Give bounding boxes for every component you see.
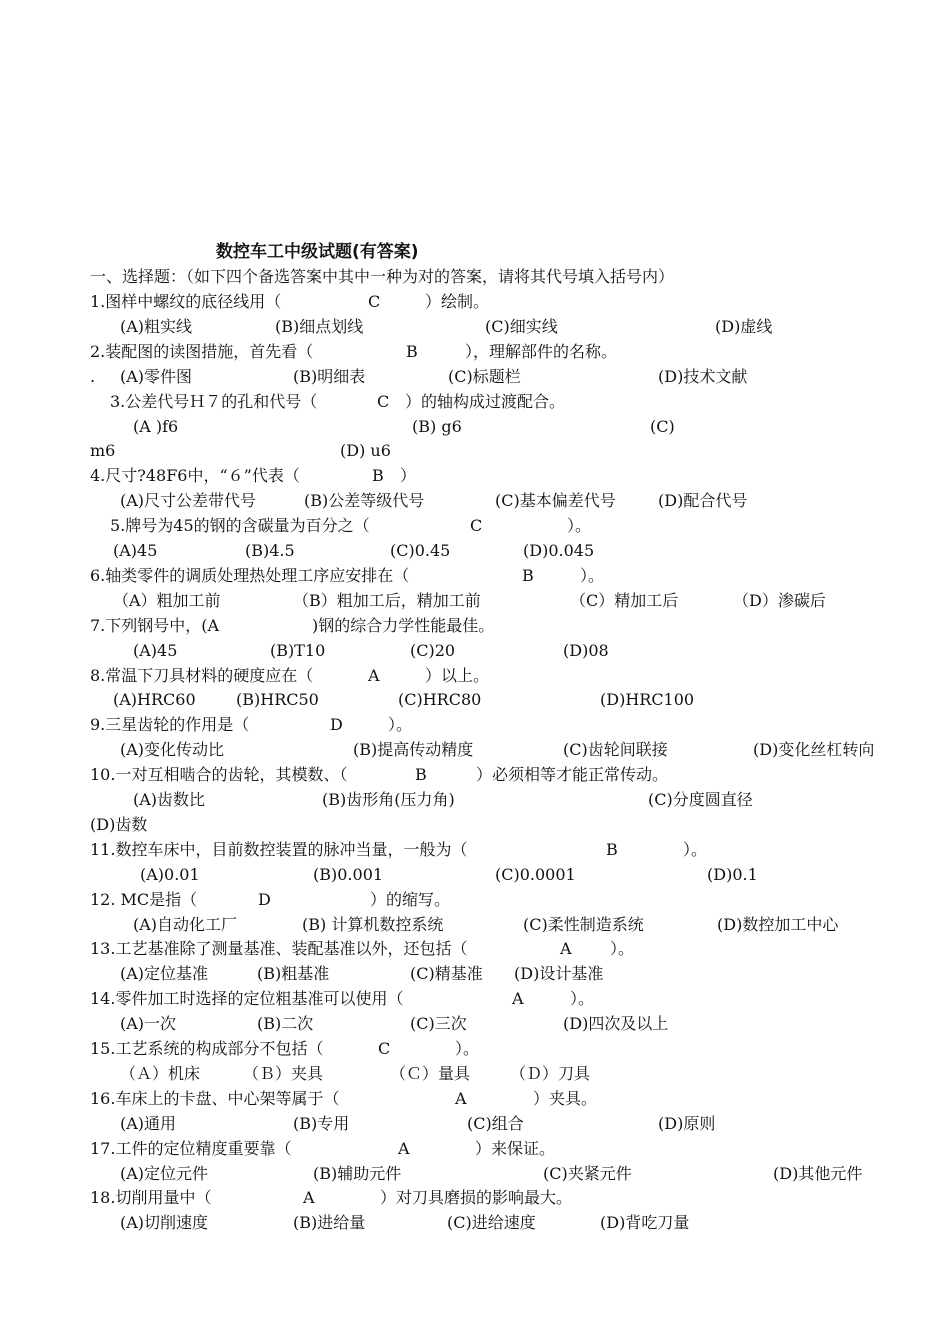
question-stem [0, 937, 950, 962]
question-text-end: ）对刀具磨损的影响最大。 [380, 1188, 573, 1208]
option: (C)进给速度 [447, 1213, 536, 1233]
question-text-end: ）的缩写。 [370, 889, 451, 909]
options-row [0, 863, 950, 888]
question-text-end: ）必须相等才能正常传动。 [476, 765, 669, 785]
question-text: 6.轴类零件的调质处理热处理工序应安排在（ [90, 565, 410, 585]
question-stem [0, 838, 950, 863]
answer-letter: D [330, 715, 343, 735]
options-row [0, 1012, 950, 1037]
answer-letter: A [560, 939, 572, 959]
option: (B)细点划线 [275, 316, 364, 336]
option: (B)齿形角(压力角) [322, 790, 455, 809]
option: (A)自动化工厂 [133, 914, 238, 934]
question-text: 11.数控车床中，目前数控装置的脉冲当量，一般为（ [90, 839, 468, 859]
option: (B)二次 [257, 1014, 314, 1034]
answer-letter: B [415, 765, 427, 785]
question-text: 8.常温下刀具材料的硬度应在（ [90, 665, 314, 685]
page-title: 数控车工中级试题(有答案) [216, 242, 419, 262]
option: （D）渗碳后 [733, 590, 826, 610]
option: (C)组合 [467, 1113, 524, 1133]
question-stem [0, 564, 950, 589]
question-text: 14.零件加工时选择的定位粗基准可以使用（ [90, 989, 404, 1009]
option: (C)齿轮间联接 [563, 740, 668, 760]
option: (A)变化传动比 [120, 740, 225, 760]
option: (D)背吃刀量 [600, 1213, 690, 1233]
options-row [0, 688, 950, 713]
option: (A)齿数比 [133, 790, 206, 809]
option: m6 [90, 441, 116, 461]
option: （Ｂ）夹具 [243, 1063, 324, 1083]
option: (D)0.045 [523, 541, 595, 560]
options-row [0, 1112, 950, 1137]
option: (B) 计算机数控系统 [302, 914, 444, 934]
option: （A）粗加工前 [113, 590, 221, 610]
question-text: 2.装配图的读图措施，首先看（ [90, 341, 314, 361]
question-text-end: ）。 [580, 565, 605, 585]
answer-letter: C [378, 1039, 391, 1058]
answer-letter: A [303, 1188, 315, 1208]
option: （C）精加工后 [570, 590, 679, 610]
option: (C)基本偏差代号 [495, 491, 616, 511]
options-row [0, 539, 950, 564]
question-text: 18.切削用量中（ [90, 1188, 212, 1208]
options-row [0, 415, 950, 440]
option: (A)45 [133, 640, 178, 660]
question-text: 3.公差代号Ｈ７的孔和代号（ [110, 391, 318, 411]
options-row [0, 1062, 950, 1087]
option: (D)变化丝杠转向 [753, 740, 875, 760]
option: (A)定位元件 [120, 1163, 209, 1183]
question-text-end: ）。 [455, 1039, 480, 1058]
option: (D)数控加工中心 [717, 914, 839, 934]
question-text: 12. MC是指（ [90, 889, 198, 909]
section-heading: 一、选择题：（如下四个备选答案中其中一种为对的答案，请将其代号填入括号内） [90, 267, 675, 286]
answer-letter: D [258, 889, 271, 909]
answer-letter: B [372, 466, 384, 486]
option: (B)T10 [270, 640, 326, 660]
option: (D)HRC100 [600, 690, 695, 710]
options-row [0, 639, 950, 664]
question-text: 10.一对互相啮合的齿轮，其模数、（ [90, 765, 348, 785]
option: （B）粗加工后，精加工前 [293, 590, 481, 610]
answer-letter: C [470, 516, 483, 536]
option: (D)0.1 [707, 864, 758, 884]
question-text: 1.图样中螺纹的底径线用（ [90, 292, 282, 311]
options-row [0, 913, 950, 938]
option: (B)辅助元件 [313, 1163, 402, 1183]
question-stem [0, 1087, 950, 1112]
question-text: 17.工件的定位精度重要靠（ [90, 1138, 292, 1158]
question-stem [0, 1037, 950, 1062]
option: (D)配合代号 [658, 491, 748, 511]
option: (A)0.01 [140, 864, 200, 884]
answer-letter: B [406, 341, 418, 361]
options-row [0, 589, 950, 614]
option: (B)进给量 [293, 1213, 366, 1233]
option: (D)虚线 [715, 316, 773, 336]
question-text-end: ） [400, 466, 417, 486]
options-row [0, 489, 950, 514]
option: (D) u6 [340, 441, 391, 461]
option: (D)四次及以上 [563, 1014, 669, 1034]
option: (B)提高传动精度 [353, 740, 474, 760]
option: (B)公差等级代号 [304, 491, 425, 511]
answer-letter: A [368, 665, 380, 685]
question-text: 15.工艺系统的构成部分不包括（ [90, 1039, 324, 1058]
question-text: 9.三星齿轮的作用是（ [90, 715, 250, 735]
question-text-end: ）来保证。 [475, 1138, 556, 1158]
question-text-end: ）。 [683, 839, 708, 859]
option: (D)设计基准 [514, 964, 604, 984]
option: (B)明细表 [293, 366, 366, 386]
question-text: 4.尺寸?48F6中，“６”代表（ [90, 466, 300, 486]
option: (C)精基准 [410, 964, 483, 984]
question-stem [0, 390, 950, 415]
question-text: 7.下列钢号中，(A [90, 615, 220, 635]
question-text-end: ）的轴构成过渡配合。 [405, 391, 566, 411]
options-row [0, 365, 950, 390]
option: (A)一次 [120, 1014, 177, 1034]
question-text: 16.车床上的卡盘、中心架等属于（ [90, 1088, 340, 1108]
option: (C)夹紧元件 [543, 1163, 632, 1183]
options-row-wrap [0, 439, 950, 464]
option: (A)定位基准 [120, 964, 209, 984]
question-stem [0, 1186, 950, 1211]
question-stem [0, 987, 950, 1012]
question-text-end: ）。 [388, 715, 413, 735]
option: (D)技术文献 [658, 366, 748, 386]
option: (A )f6 [133, 416, 179, 436]
question-stem [0, 340, 950, 365]
answer-letter: A [512, 989, 524, 1009]
options-row [0, 1162, 950, 1187]
question-stem [0, 888, 950, 913]
option: (A)零件图 [120, 366, 193, 386]
option: (C)HRC80 [398, 690, 482, 710]
question-text: 13.工艺基准除了测量基准、装配基准以外，还包括（ [90, 939, 468, 959]
option: (A)HRC60 [113, 690, 196, 710]
option: (B)粗基准 [257, 964, 330, 984]
option: (D)其他元件 [773, 1163, 863, 1183]
option: (C)柔性制造系统 [523, 914, 644, 934]
option: (C)三次 [410, 1014, 467, 1034]
options-row-wrap [0, 813, 950, 838]
options-row [0, 788, 950, 813]
answer-letter: C [377, 391, 390, 411]
option: (D)08 [563, 640, 609, 660]
question-stem [0, 664, 950, 689]
options-row [0, 738, 950, 763]
question-text-end: ），理解部件的名称。 [465, 341, 618, 361]
option: (A)45 [113, 541, 158, 560]
question-stem [0, 290, 950, 315]
option: (C)标题栏 [448, 366, 521, 386]
option: (C)细实线 [485, 316, 558, 336]
option: (D)原则 [658, 1113, 716, 1133]
option: (C) [650, 416, 675, 436]
question-text-end: ）夹具。 [533, 1088, 598, 1108]
option: (A)尺寸公差带代号 [120, 491, 257, 511]
answer-letter: A [398, 1138, 410, 1158]
question-text-end: ）。 [567, 516, 592, 536]
options-row [0, 1211, 950, 1236]
option: (B)HRC50 [236, 690, 319, 710]
question-text-end: )钢的综合力学性能最佳。 [312, 615, 495, 635]
question-stem [0, 464, 950, 489]
question-stem [0, 1137, 950, 1162]
question-stem [0, 763, 950, 788]
option: （Ａ）机床 [120, 1063, 201, 1083]
option: (B)0.001 [313, 864, 384, 884]
option: (A)粗实线 [120, 316, 193, 336]
question-text-end: ）以上。 [425, 665, 490, 685]
question-text-end: ）。 [570, 989, 595, 1009]
option: . [90, 366, 96, 386]
question-stem [0, 514, 950, 539]
question-stem [0, 713, 950, 738]
option: (C)分度圆直径 [648, 790, 753, 809]
option: (C)0.0001 [495, 864, 576, 884]
answer-letter: C [368, 292, 381, 311]
question-text-end: ）。 [610, 939, 635, 959]
option: （Ｃ）量具 [390, 1063, 471, 1083]
option: (D)齿数 [90, 814, 148, 834]
options-row [0, 315, 950, 340]
answer-letter: B [606, 839, 618, 859]
option: (C)20 [410, 640, 456, 660]
question-text: 5.牌号为45的钢的含碳量为百分之（ [110, 516, 370, 536]
option: (C)0.45 [390, 541, 451, 560]
option: (B) g6 [412, 416, 462, 436]
question-stem [0, 614, 950, 639]
options-row [0, 962, 950, 987]
option: (B)4.5 [245, 541, 295, 560]
option: (A)切削速度 [120, 1213, 209, 1233]
option: (B)专用 [293, 1113, 350, 1133]
option: (A)通用 [120, 1113, 177, 1133]
answer-letter: B [522, 565, 534, 585]
option: （Ｄ）刀具 [510, 1063, 591, 1083]
answer-letter: A [455, 1088, 467, 1108]
question-text-end: ）绘制。 [425, 292, 490, 311]
